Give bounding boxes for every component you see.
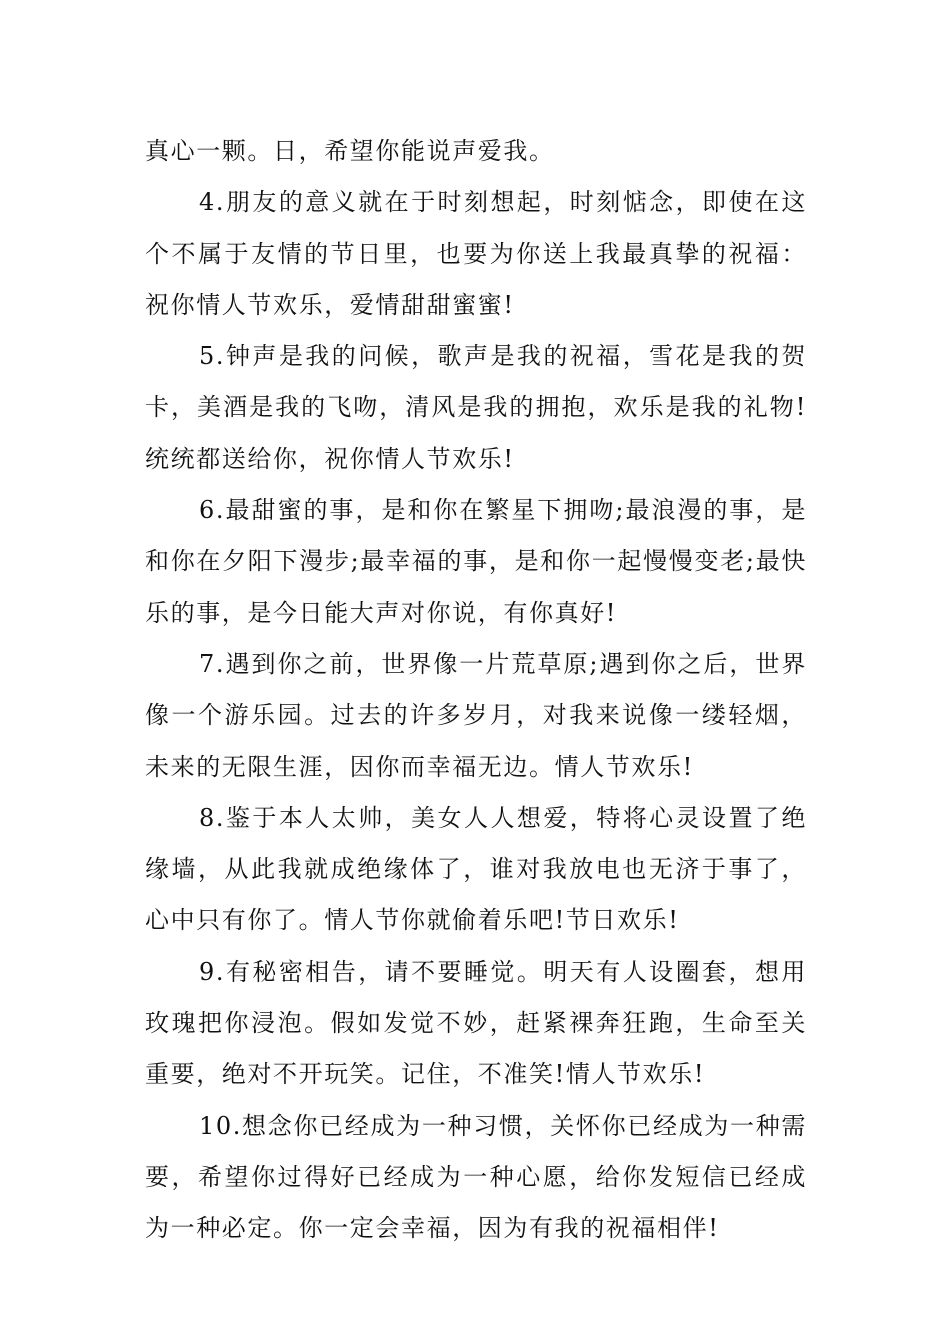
paragraph-item-4: 4.朋友的意义就在于时刻想起，时刻惦念，即使在这个不属于友情的节日里，也要为你送上我最真挚的祝福：祝你情人节欢乐，爱情甜甜蜜蜜! [145,188,807,319]
document-body [145,126,807,1255]
paragraph-item-5: 5.钟声是我的问候，歌声是我的祝福，雪花是我的贺卡，美酒是我的飞吻，清风是我的拥抱，欢乐是我的礼物!统统都送给你，祝你情人节欢乐! [145,342,807,473]
paragraph-item-7: 7.遇到你之前，世界像一片荒草原;遇到你之后，世界像一个游乐园。过去的许多岁月，对我来说像一缕轻烟，未来的无限生涯，因你而幸福无边。情人节欢乐! [145,649,807,781]
paragraph-item-8: 8.鉴于本人太帅，美女人人想爱，特将心灵设置了绝缘墙，从此我就成绝缘体了，谁对我放电也无济于事了，心中只有你了。情人节你就偷着乐吧!节日欢乐! [145,803,807,935]
paragraph-item-10: 10.想念你已经成为一种习惯，关怀你已经成为一种需要，希望你过得好已经成为一种心愿，给你发短信已经成为一种必定。你一定会幸福，因为有我的祝福相伴! [145,1111,807,1243]
paragraph-continuation: 真心一颗。日，希望你能说声爱我。 [145,137,555,165]
paragraph-item-6: 6.最甜蜜的事，是和你在繁星下拥吻;最浪漫的事，是和你在夕阳下漫步;最幸福的事，是和你一起慢慢变老;最快乐的事，是今日能大声对你说，有你真好! [145,496,807,627]
paragraph-item-9: 9.有秘密相告，请不要睡觉。明天有人设圈套，想用玫瑰把你浸泡。假如发觉不妙，赶紧裸奔狂跑，生命至关重要，绝对不开玩笑。记住，不准笑!情人节欢乐! [145,957,807,1089]
